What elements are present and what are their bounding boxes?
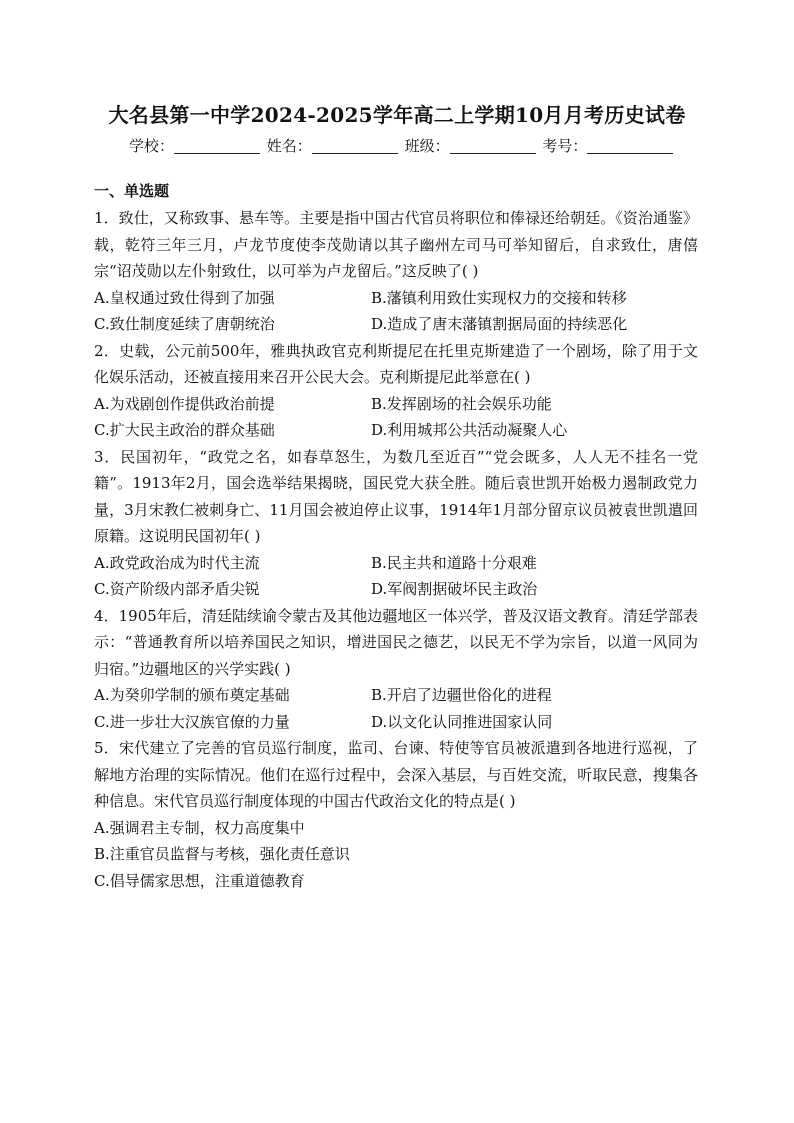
section-heading: 一、单选题 (94, 182, 170, 200)
question-1-option-c[interactable]: C.致仕制度延续了唐朝统治 (94, 315, 275, 333)
student-info-row (129, 135, 675, 157)
question-2 (94, 338, 698, 444)
question-4 (94, 603, 698, 736)
class-field (405, 135, 538, 157)
question-2-stem: 2．史载，公元前500年，雅典执政官克利斯提尼在托里克斯建造了一个剧场，除了用于文化娱乐活动，还被直接用来召开公民大会。克利斯提尼此举意在( ) (94, 341, 698, 386)
question-4-option-d[interactable]: D.以文化认同推进国家认同 (371, 712, 553, 731)
question-4-option-c[interactable]: C.进一步壮大汉族官僚的力量 (94, 712, 290, 731)
question-3-option-d[interactable]: D.军阀割据破坏民主政治 (371, 580, 538, 598)
school-blank[interactable] (174, 137, 260, 154)
exam-number-label: 考号： (542, 137, 588, 155)
name-blank[interactable] (312, 137, 398, 154)
exam-title: 大名县第一中学2024-2025学年高二上学期10月月考历史试卷 (108, 103, 686, 127)
exam-number-field (542, 135, 675, 157)
question-1-options-row-2 (94, 311, 698, 338)
question-2-options-row-1 (94, 391, 698, 418)
question-1 (94, 205, 698, 338)
question-5-stem: 5．宋代建立了完善的官员巡行制度，监司、台谏、特使等官员被派遣到各地进行巡视，了解地方治理的实际情况。他们在巡行过程中，会深入基层，与百姓交流，听取民意，搜集各种信息。宋代官员巡行制度体现的中国古代政治文化的特点是( ) (94, 739, 698, 810)
question-3-options-row-1 (94, 550, 698, 577)
school-field (129, 135, 262, 157)
question-5-option-a[interactable]: A.强调君主专制，权力高度集中 (94, 818, 305, 837)
class-blank[interactable] (450, 137, 536, 154)
question-3-stem: 3．民国初年，“政党之名，如春草怒生，为数几至近百”“党会既多，人人无不挂名一党籍”。1913年2月，国会选举结果揭晓，国民党大获全胜。随后袁世凯开始极力遏制政党力量，3月宋教仁被刺身亡、11月国会被迫停止议事，1914年1月部分留京议员被袁世凯遣回原籍。这说明民国初年( ) (94, 447, 698, 545)
question-list (94, 205, 698, 894)
name-label: 姓名： (266, 137, 312, 155)
question-3-option-b[interactable]: B.民主共和道路十分艰难 (371, 553, 537, 572)
question-3 (94, 444, 698, 603)
question-4-option-b[interactable]: B.开启了边疆世俗化的进程 (371, 686, 552, 704)
question-2-option-c[interactable]: C.扩大民主政治的群众基础 (94, 421, 275, 439)
question-1-option-b[interactable]: B.藩镇利用致仕实现权力的交接和转移 (371, 288, 627, 307)
question-3-option-c[interactable]: C.资产阶级内部矛盾尖锐 (94, 580, 260, 598)
question-5-options (94, 815, 698, 895)
exam-number-blank[interactable] (587, 137, 673, 154)
class-label: 班级： (404, 137, 450, 155)
question-3-options-row-2 (94, 576, 698, 603)
question-5-option-b[interactable]: B.注重官员监督与考核，强化责任意识 (94, 845, 350, 863)
question-4-options-row-2 (94, 709, 698, 736)
question-1-options-row-1 (94, 285, 698, 312)
question-4-option-a[interactable]: A.为癸卯学制的颁布奠定基础 (94, 686, 290, 704)
question-1-option-a[interactable]: A.皇权通过致仕得到了加强 (94, 288, 275, 307)
question-1-option-d[interactable]: D.造成了唐末藩镇割据局面的持续恶化 (371, 315, 628, 333)
question-3-option-a[interactable]: A.政党政治成为时代主流 (94, 553, 260, 572)
question-4-options-row-1 (94, 682, 698, 709)
question-2-option-d[interactable]: D.利用城邦公共活动凝聚人心 (371, 421, 568, 439)
question-2-option-b[interactable]: B.发挥剧场的社会娱乐功能 (371, 394, 552, 413)
question-1-stem: 1．致仕，又称致事、悬车等。主要是指中国古代官员将职位和俸禄还给朝廷。《资治通鉴》载，乾符三年三月，卢龙节度使李茂勋请以其子幽州左司马可举知留后，自求致仕，唐僖宗“诏茂勋以左仆射致仕，以可举为卢龙留后。”这反映了( ) (94, 209, 698, 280)
name-field (267, 135, 400, 157)
question-5 (94, 735, 698, 894)
question-2-option-a[interactable]: A.为戏剧创作提供政治前提 (94, 394, 275, 413)
question-4-stem: 4．1905年后，清廷陆续谕令蒙古及其他边疆地区一体兴学，普及汉语文教育。清廷学部表示：“普通教育所以培养国民之知识，增进国民之德艺，以民无不学为宗旨，以道一风同为归宿。”边疆地区的兴学实践( ) (94, 606, 698, 678)
question-5-option-c[interactable]: C.倡导儒家思想，注重道德教育 (94, 871, 305, 890)
school-label: 学校： (129, 137, 175, 155)
question-2-options-row-2 (94, 417, 698, 444)
